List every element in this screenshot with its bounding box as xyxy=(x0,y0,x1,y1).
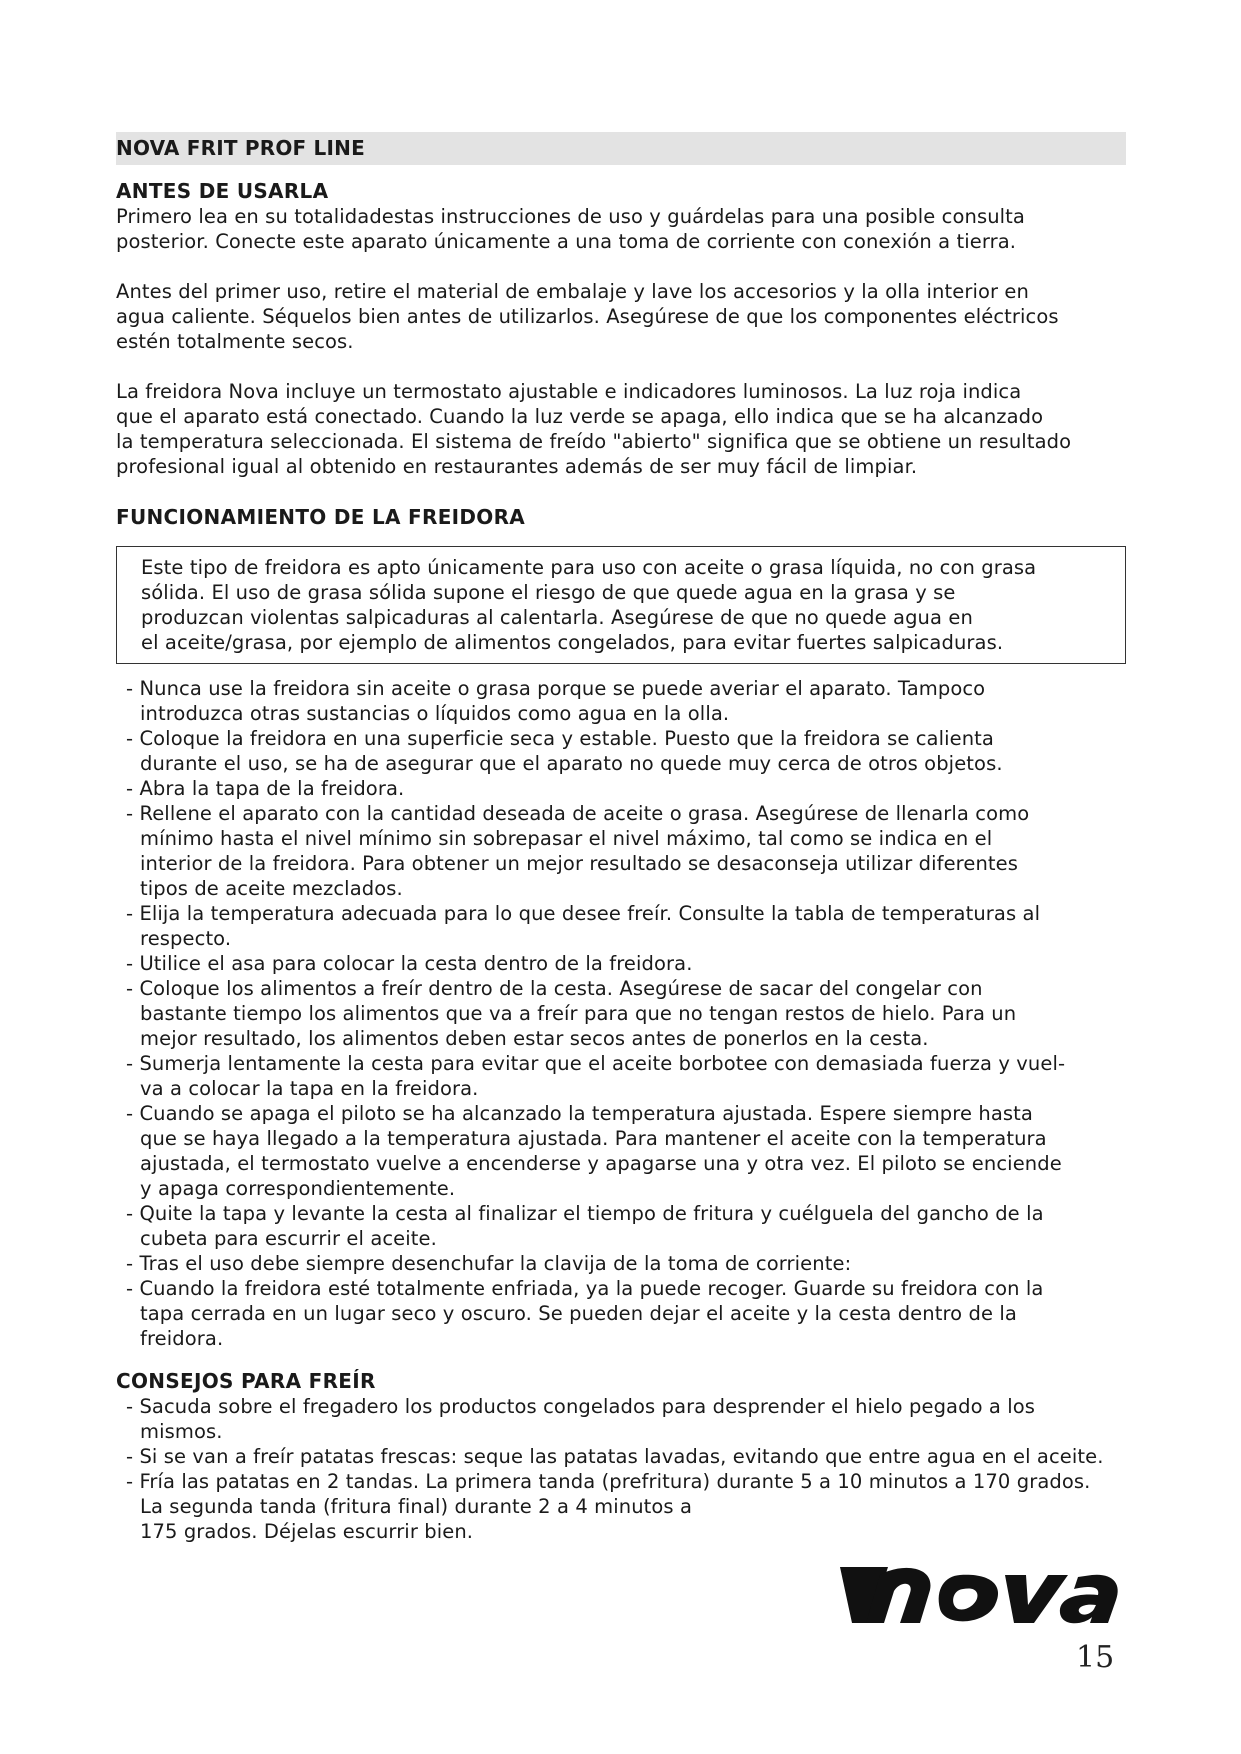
document-title: NOVA FRIT PROF LINE xyxy=(116,136,365,160)
list-item-line: La segunda tanda (fritura final) durante 2 a 4 minutos a xyxy=(140,1495,693,1518)
list-item-line: bastante tiempo los alimentos que va a freír para que no tengan restos de hielo. Para un xyxy=(140,1002,1017,1025)
list-item xyxy=(116,726,1126,776)
list-item xyxy=(116,1444,1126,1469)
list-item-line: y apaga correspondientemente. xyxy=(140,1177,456,1200)
list-item xyxy=(116,1276,1126,1351)
list-item-line: Abra la tapa de la freidora. xyxy=(139,777,405,800)
list-item-line: Si se van a freír patatas frescas: seque las patatas lavadas, evitando que entre agua en el aceite. xyxy=(139,1445,1104,1468)
list-item-line: mismos. xyxy=(140,1420,223,1443)
list-item-line: Coloque la freidora en una superficie seca y estable. Puesto que la freidora se calienta xyxy=(139,727,994,750)
list-item-line: va a colocar la tapa en la freidora. xyxy=(140,1077,479,1100)
list-item xyxy=(116,951,1126,976)
warning-box xyxy=(116,546,1126,664)
paragraph-line: agua caliente. Séquelos bien antes de utilizarlos. Asegúrese de que los componentes eléctricos xyxy=(116,305,1059,328)
list-item xyxy=(116,1394,1126,1444)
manual-page xyxy=(116,132,1126,1544)
list-item xyxy=(116,976,1126,1051)
paragraph-line: profesional igual al obtenido en restaurantes además de ser muy fácil de limpiar. xyxy=(116,455,918,478)
list-item-line: Fría las patatas en 2 tandas. La primera tanda (prefritura) durante 5 a 10 minutos a 170 grados. xyxy=(139,1470,1091,1493)
list-item-line: tipos de aceite mezclados. xyxy=(140,877,403,900)
list-item-line: que se haya llegado a la temperatura ajustada. Para mantener el aceite con la temperatura xyxy=(140,1127,1047,1150)
page-number: 15 xyxy=(1076,1640,1115,1675)
list-item-line: Coloque los alimentos a freír dentro de la cesta. Asegúrese de sacar del congelar con xyxy=(139,977,983,1000)
list-item-line: 175 grados. Déjelas escurrir bien. xyxy=(140,1520,474,1543)
paragraph-line: que el aparato está conectado. Cuando la luz verde se apaga, ello indica que se ha alcanzado xyxy=(116,405,1044,428)
instruction-list xyxy=(116,676,1126,1351)
paragraph-line: Primero lea en su totalidadestas instrucciones de uso y guárdelas para una posible consulta xyxy=(116,205,1025,228)
list-item-line: respecto. xyxy=(140,927,232,950)
document-title-bar xyxy=(116,132,1126,165)
list-item xyxy=(116,1251,1126,1276)
list-item xyxy=(116,801,1126,901)
list-item-line: Quite la tapa y levante la cesta al finalizar el tiempo de fritura y cuélguela del gancho de la xyxy=(139,1202,1044,1225)
list-item-line: freidora. xyxy=(140,1327,224,1350)
list-item xyxy=(116,676,1126,726)
list-item-line: Cuando se apaga el piloto se ha alcanzado la temperatura ajustada. Espere siempre hasta xyxy=(139,1102,1033,1125)
warning-line: produzcan violentas salpicaduras al calentarla. Asegúrese de que no quede agua en xyxy=(141,606,973,629)
warning-line: Este tipo de freidora es apto únicamente para uso con aceite o grasa líquida, no con grasa xyxy=(141,556,1037,579)
list-item-line: Cuando la freidora esté totalmente enfriada, ya la puede recoger. Guarde su freidora con la xyxy=(139,1277,1044,1300)
list-item-line: Rellene el aparato con la cantidad deseada de aceite o grasa. Asegúrese de llenarla como xyxy=(139,802,1030,825)
paragraph-line: Antes del primer uso, retire el material de embalaje y lave los accesorios y la olla interior en xyxy=(116,280,1029,303)
list-item-line: Elija la temperatura adecuada para lo que desee freír. Consulte la tabla de temperaturas al xyxy=(139,902,1041,925)
list-item-line: ajustada, el termostato vuelve a encenderse y apagarse una y otra vez. El piloto se enciende xyxy=(140,1152,1062,1175)
list-item-line: cubeta para escurrir el aceite. xyxy=(140,1227,437,1250)
section-consejos xyxy=(116,1369,1126,1544)
list-item-line: introduzca otras sustancias o líquidos como agua en la olla. xyxy=(140,702,730,725)
paragraph-line: la temperatura seleccionada. El sistema de freído "abierto" significa que se obtiene un resultado xyxy=(116,430,1072,453)
list-item-line: Sumerja lentamente la cesta para evitar que el aceite borbotee con demasiada fuerza y vuel- xyxy=(139,1052,1066,1075)
section-heading-antes: ANTES DE USARLA xyxy=(116,179,329,203)
list-item xyxy=(116,1101,1126,1201)
list-item-line: Sacuda sobre el fregadero los productos congelados para desprender el hielo pegado a los xyxy=(139,1395,1036,1418)
list-item-line: Utilice el asa para colocar la cesta dentro de la freidora. xyxy=(139,952,693,975)
paragraph-line: estén totalmente secos. xyxy=(116,330,354,353)
list-item xyxy=(116,1201,1126,1251)
section-antes xyxy=(116,179,1126,479)
list-item-line: durante el uso, se ha de asegurar que el aparato no quede muy cerca de otros objetos. xyxy=(140,752,1003,775)
list-item-line: tapa cerrada en un lugar seco y oscuro. Se pueden dejar el aceite y la cesta dentro de la xyxy=(140,1302,1017,1325)
list-item-line: mínimo hasta el nivel mínimo sin sobrepasar el nivel máximo, tal como se indica en el xyxy=(140,827,993,850)
tips-list xyxy=(116,1394,1126,1544)
paragraph-line: posterior. Conecte este aparato únicamente a una toma de corriente con conexión a tierra. xyxy=(116,230,1017,253)
warning-line: sólida. El uso de grasa sólida supone el riesgo de que quede agua en la grasa y se xyxy=(141,581,956,604)
warning-line: el aceite/grasa, por ejemplo de alimentos congelados, para evitar fuertes salpicaduras. xyxy=(141,631,1004,654)
list-item-line: interior de la freidora. Para obtener un mejor resultado se desaconseja utilizar diferentes xyxy=(140,852,1019,875)
section-heading-consejos: CONSEJOS PARA FREÍR xyxy=(116,1369,376,1393)
list-item-line: mejor resultado, los alimentos deben estar secos antes de ponerlos en la cesta. xyxy=(140,1027,929,1050)
list-item xyxy=(116,776,1126,801)
list-item-line: Nunca use la freidora sin aceite o grasa porque se puede averiar el aparato. Tampoco xyxy=(139,677,986,700)
paragraph-line: La freidora Nova incluye un termostato ajustable e indicadores luminosos. La luz roja indica xyxy=(116,380,1022,403)
list-item-line: Tras el uso debe siempre desenchufar la clavija de la toma de corriente: xyxy=(139,1252,852,1275)
list-item xyxy=(116,901,1126,951)
list-item xyxy=(116,1469,1126,1544)
list-item xyxy=(116,1051,1126,1101)
nova-logo xyxy=(830,1545,1130,1635)
section-heading-funcionamiento: FUNCIONAMIENTO DE LA FREIDORA xyxy=(116,505,526,529)
section-funcionamiento xyxy=(116,505,1126,1351)
